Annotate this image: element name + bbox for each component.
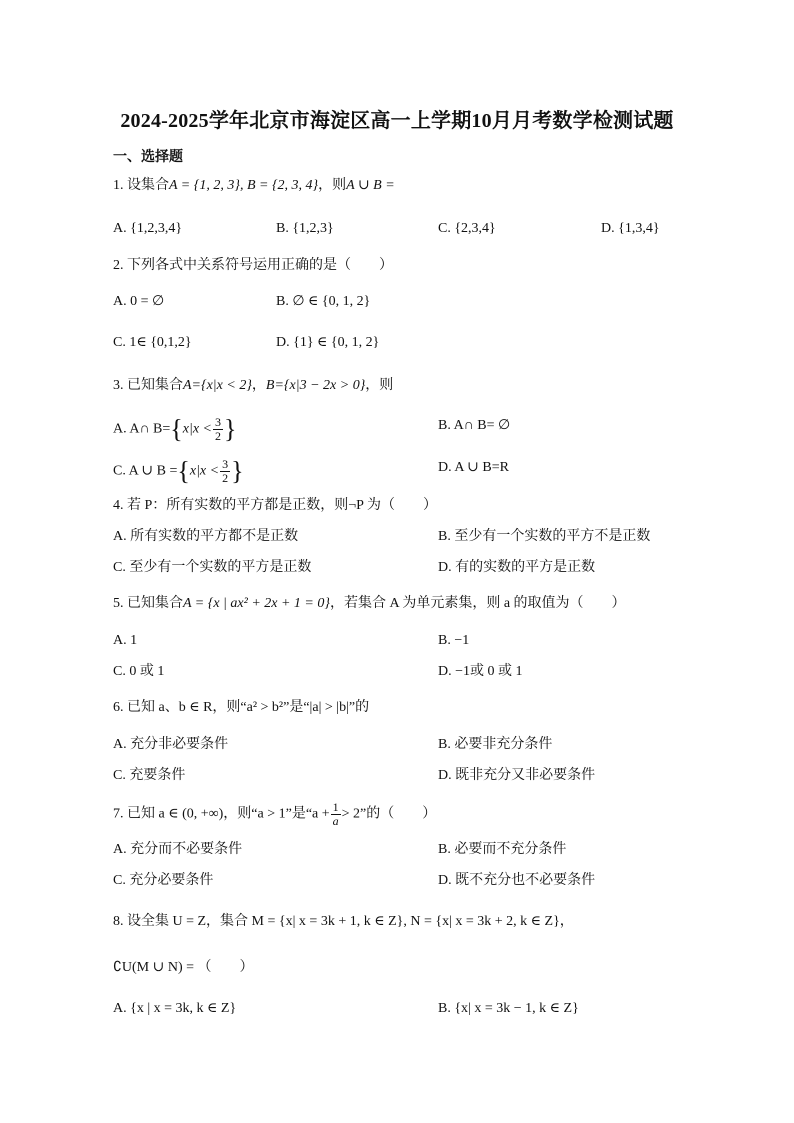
q3-option-a-label: A. A∩ B= xyxy=(113,421,171,437)
q7-option-d: D. 既不充分也不必要条件 xyxy=(438,873,596,888)
q4-option-a: A. 所有实数的平方都不是正数 xyxy=(113,529,299,544)
left-brace-icon: { xyxy=(177,456,190,486)
q5-option-d: D. −1或 0 或 1 xyxy=(438,664,523,679)
left-brace-icon: { xyxy=(170,414,183,444)
q3-option-a-fraction xyxy=(213,416,223,443)
q1-stem-text-2: ，则 xyxy=(318,178,347,193)
question-7-stem xyxy=(113,801,436,828)
question-4-stem: 4. 若 P：所有实数的平方都是正数，则¬P 为（ ） xyxy=(113,498,437,513)
q1-stem-math-2: A ∪ B = xyxy=(346,178,395,193)
q3-option-d: D. A ∪ B=R xyxy=(438,460,509,475)
q3-stem-text-2: ，则 xyxy=(365,378,394,393)
question-8-stem-2: ∁U(M ∪ N) = （ ） xyxy=(113,960,254,975)
page-title: 2024-2025学年北京市海淀区高一上学期10月月考数学检测试题 xyxy=(120,110,674,132)
q2-option-a: A. 0 = ∅ xyxy=(113,294,165,309)
q8-option-a: A. {x | x = 3k, k ∈ Z} xyxy=(113,1001,237,1016)
question-1-stem xyxy=(113,176,395,196)
q1-option-c: C. {2,3,4} xyxy=(438,221,496,236)
question-3-stem xyxy=(113,376,393,396)
question-5-stem xyxy=(113,594,626,614)
fraction-denominator: 2 xyxy=(222,471,229,485)
q4-option-c: C. 至少有一个实数的平方是正数 xyxy=(113,560,312,575)
q3-option-c xyxy=(113,458,244,485)
q3-set-a: A={x|x < 2} xyxy=(183,378,252,393)
fraction-numerator: 1 xyxy=(332,800,339,814)
q2-option-c: C. 1∈ {0,1,2} xyxy=(113,335,192,350)
section-heading: 一、选择题 xyxy=(113,150,183,165)
q3-option-a-set: x|x < xyxy=(182,421,213,437)
fraction-numerator: 3 xyxy=(222,457,229,471)
q1-option-a: A. {1,2,3,4} xyxy=(113,221,183,236)
q3-stem-text: 3. 已知集合 xyxy=(113,378,183,393)
q4-option-b: B. 至少有一个实数的平方不是正数 xyxy=(438,529,651,544)
q1-stem-text: 1. 设集合 xyxy=(113,178,169,193)
q6-option-b: B. 必要非充分条件 xyxy=(438,737,553,752)
question-2-stem: 2. 下列各式中关系符号运用正确的是（ ） xyxy=(113,258,393,273)
q1-option-d: D. {1,3,4} xyxy=(601,221,660,236)
q3-option-c-fraction xyxy=(220,458,230,485)
q3-option-c-set: x|x < xyxy=(189,463,220,479)
q2-option-b: B. ∅ ∈ {0, 1, 2} xyxy=(276,294,371,309)
q5-stem-math: A = {x | ax² + 2x + 1 = 0} xyxy=(183,596,330,611)
q7-stem-text: 7. 已知 a ∈ (0, +∞)，则“a > 1”是“a + xyxy=(113,806,330,822)
question-6-stem: 6. 已知 a、b ∈ R，则“a² > b²”是“|a| > |b|”的 xyxy=(113,700,370,715)
q5-option-c: C. 0 或 1 xyxy=(113,664,165,679)
q5-stem-text: 5. 已知集合 xyxy=(113,596,183,611)
fraction-numerator: 3 xyxy=(215,415,222,429)
q7-option-c: C. 充分必要条件 xyxy=(113,873,214,888)
q6-option-c: C. 充要条件 xyxy=(113,768,186,783)
q7-stem-text-2: > 2”的（ ） xyxy=(341,806,437,822)
q2-option-d: D. {1} ∈ {0, 1, 2} xyxy=(276,335,380,350)
q5-option-b: B. −1 xyxy=(438,633,470,648)
q1-stem-math: A = {1, 2, 3}, B = {2, 3, 4} xyxy=(169,178,319,193)
question-8-stem: 8. 设全集 U = Z，集合 M = {x| x = 3k + 1, k ∈ Z}, N = {x| x = 3k + 2, k ∈ Z}， xyxy=(113,914,574,929)
q3-option-b: B. A∩ B= ∅ xyxy=(438,418,511,433)
q5-stem-text-2: ，若集合 A 为单元素集，则 a 的取值为（ ） xyxy=(329,596,626,611)
q5-option-a: A. 1 xyxy=(113,633,138,648)
right-brace-icon: } xyxy=(224,414,237,444)
q3-option-c-label: C. A ∪ B = xyxy=(113,463,178,479)
q3-set-b: B={x|3 − 2x > 0} xyxy=(265,378,366,393)
right-brace-icon: } xyxy=(231,456,244,486)
q8-option-b: B. {x| x = 3k − 1, k ∈ Z} xyxy=(438,1001,579,1016)
q6-option-d: D. 既非充分又非必要条件 xyxy=(438,768,596,783)
fraction-denominator: a xyxy=(332,814,339,828)
q6-option-a: A. 充分非必要条件 xyxy=(113,737,229,752)
fraction-denominator: 2 xyxy=(215,429,222,443)
q7-option-a: A. 充分而不必要条件 xyxy=(113,842,243,857)
q1-option-b: B. {1,2,3} xyxy=(276,221,334,236)
q7-option-b: B. 必要而不充分条件 xyxy=(438,842,567,857)
q3-comma: ， xyxy=(251,378,266,393)
q4-option-d: D. 有的实数的平方是正数 xyxy=(438,560,596,575)
q7-fraction xyxy=(331,801,341,828)
q3-option-a xyxy=(113,416,237,443)
